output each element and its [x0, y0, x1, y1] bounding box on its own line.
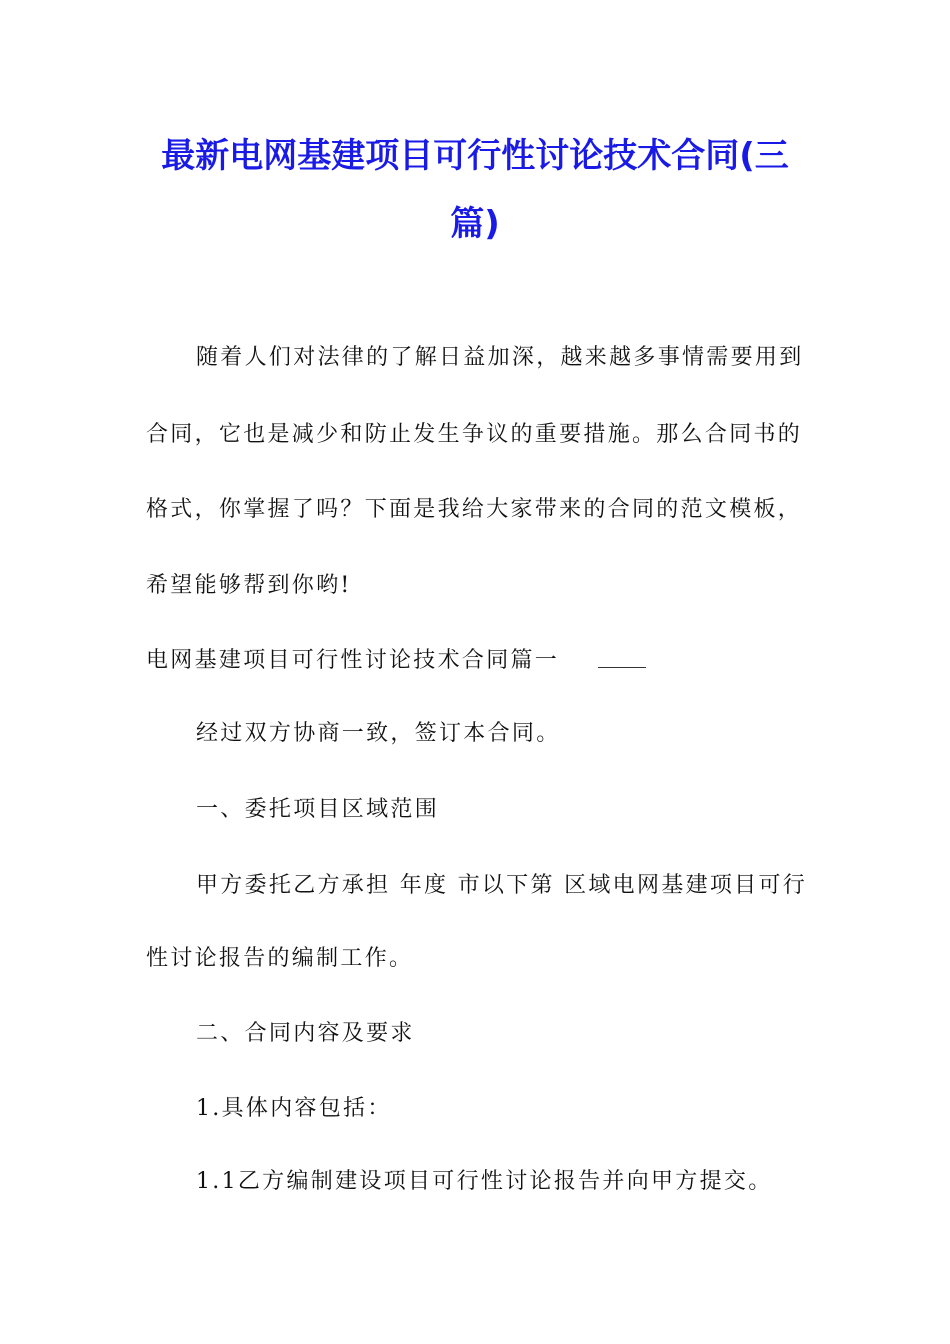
clause-1-heading: 一、委托项目区域范围 — [196, 797, 440, 822]
agreement-paragraph: 经过双方协商一致，签订本合同。 — [196, 721, 561, 746]
document-title-line-2: 篇) — [450, 204, 500, 244]
intro-line-4: 希望能够帮到你哟! — [146, 573, 352, 598]
clause-1-body-line-1: 甲方委托乙方承担 年度 市以下第 区域电网基建项目可行 — [196, 873, 808, 898]
clause-1-body-line-2: 性讨论报告的编制工作。 — [146, 946, 414, 971]
item-1: 1.具体内容包括： — [196, 1096, 392, 1121]
intro-line-3: 格式，你掌握了吗？下面是我给大家带来的合同的范文模板， — [146, 497, 803, 522]
section-heading: 电网基建项目可行性讨论技术合同篇一 — [146, 648, 560, 673]
intro-line-2: 合同，它也是减少和防止发生争议的重要措施。那么合同书的 — [146, 422, 803, 447]
document-title-line-1: 最新电网基建项目可行性讨论技术合同(三 — [161, 136, 789, 176]
intro-line-1: 随着人们对法律的了解日益加深，越来越多事情需要用到 — [196, 345, 804, 370]
blank-fill-line — [598, 667, 646, 668]
item-1-1: 1.1乙方编制建设项目可行性讨论报告并向甲方提交。 — [196, 1169, 773, 1194]
clause-2-heading: 二、合同内容及要求 — [196, 1021, 415, 1046]
